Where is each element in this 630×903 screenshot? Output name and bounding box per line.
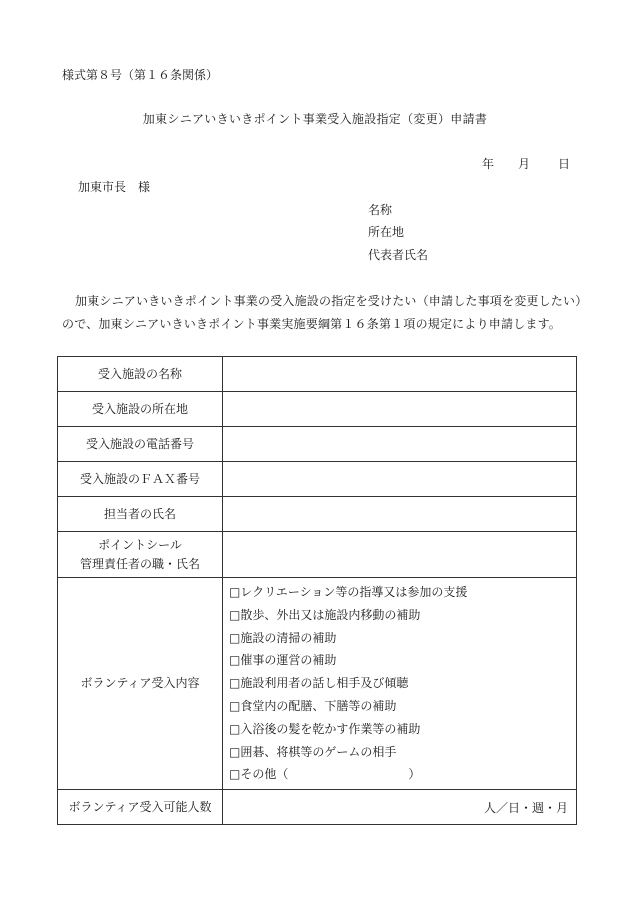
contact-person-field[interactable] xyxy=(223,497,577,532)
table-row xyxy=(58,357,577,392)
point-seal-manager-field[interactable] xyxy=(223,532,577,578)
point-seal-manager-label-line1: ポイントシール xyxy=(98,537,182,552)
date-year: 年 xyxy=(482,157,495,171)
table-row xyxy=(58,532,577,578)
addressee: 加東市長 様 xyxy=(78,180,151,194)
facility-phone-field[interactable] xyxy=(223,427,577,462)
volunteer-option-walk-assist[interactable]: □散歩、外出又は施設内移動の補助 xyxy=(229,607,421,622)
table-row xyxy=(58,392,577,427)
volunteer-capacity-field[interactable]: 人／日・週・月 xyxy=(223,790,577,825)
date-month: 月 xyxy=(518,157,531,171)
volunteer-option-meal-service[interactable]: □食堂内の配膳、下膳等の補助 xyxy=(229,698,397,713)
facility-name-field[interactable] xyxy=(223,357,577,392)
volunteer-option-games[interactable]: □囲碁、将棋等のゲームの相手 xyxy=(229,744,397,759)
facility-address-label: 受入施設の所在地 xyxy=(58,392,223,427)
point-seal-manager-label xyxy=(58,532,223,578)
volunteer-option-conversation[interactable]: □施設利用者の話し相手及び傾聴 xyxy=(229,676,409,691)
applicant-representative-label: 代表者氏名 xyxy=(368,248,429,262)
contact-person-label: 担当者の氏名 xyxy=(58,497,223,532)
volunteer-options-cell xyxy=(223,578,577,790)
facility-name-label: 受入施設の名称 xyxy=(58,357,223,392)
volunteer-option-cleaning[interactable]: □施設の清掃の補助 xyxy=(229,630,337,645)
table-row xyxy=(58,462,577,497)
volunteer-option-event[interactable]: □催事の運営の補助 xyxy=(229,653,337,668)
facility-phone-label: 受入施設の電話番号 xyxy=(58,427,223,462)
volunteer-content-label: ボランティア受入内容 xyxy=(58,578,223,790)
facility-fax-label: 受入施設のＦＡＸ番号 xyxy=(58,462,223,497)
table-row xyxy=(58,497,577,532)
volunteer-capacity-label: ボランティア受入可能人数 xyxy=(58,790,223,825)
body-text: 加東シニアいきいきポイント事業の受入施設の指定を受けたい（申請した事項を変更したい）ので、加東シニアいきいきポイント事業実施要綱第１６条第１項の規定により申請します。 xyxy=(62,294,582,331)
volunteer-option-other[interactable]: □その他（ ） xyxy=(229,767,421,782)
form-number: 様式第８号（第１６条関係） xyxy=(62,68,219,82)
facility-fax-field[interactable] xyxy=(223,462,577,497)
volunteer-option-recreation[interactable]: □レクリエーション等の指導又は参加の支援 xyxy=(229,585,468,599)
application-table xyxy=(57,356,577,825)
document-title: 加東シニアいきいきポイント事業受入施設指定（変更）申請書 xyxy=(142,112,488,126)
point-seal-manager-label-line2: 管理責任者の職・氏名 xyxy=(79,556,200,571)
table-row xyxy=(58,578,577,790)
volunteer-option-hair-drying[interactable]: □入浴後の髪を乾かす作業等の補助 xyxy=(229,721,421,736)
table-row xyxy=(58,790,577,825)
table-row xyxy=(58,427,577,462)
date-day: 日 xyxy=(558,157,571,171)
facility-address-field[interactable] xyxy=(223,392,577,427)
applicant-address-label: 所在地 xyxy=(368,225,405,239)
applicant-name-label: 名称 xyxy=(368,203,393,217)
